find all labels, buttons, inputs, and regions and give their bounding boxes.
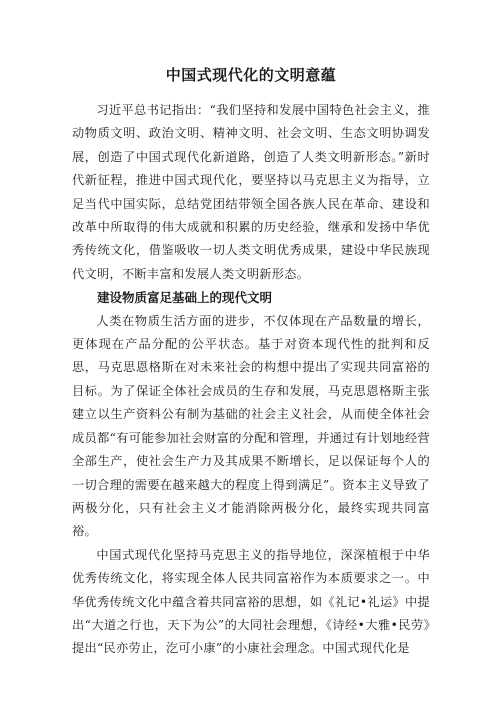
paragraph-chinese-modernization: 中国式现代化坚持马克思主义的指导地位，深深植根于中华优秀传统文化，将实现全体人民共同富裕作为本质要求之一。中华优秀传统文化中蕴含着共同富裕的思想，如《礼记•礼运》中提出“大道之行也，天下为公”的大同社会理想，《诗经•大雅•民劳》提出“民亦劳止，汔可小康”的小康社会理念。中国式现代化是	[72, 547, 430, 656]
section-heading: 建设物质富足基础上的现代文明	[97, 290, 273, 306]
paragraph-intro: 习近平总书记指出：“我们坚持和发展中国特色社会主义，推动物质文明、政治文明、精神文明、社会文明、生态文明协调发展，创造了中国式现代化新道路，创造了人类文明新形态。”新时代新征程，推进中国式现代化，要坚持以马克思主义为指导，立足当代中国实际，总结党团结带领全国各族人民在革命、建设和改革中所取得的伟大成就和积累的历史经验，继承和发扬中华优秀传统文化，借鉴吸收一切人类文明优秀成果，建设中华民族现代文明，不断丰富和发展人类文明新形态。	[72, 103, 430, 281]
document-title: 中国式现代化的文明意蕴	[165, 66, 337, 84]
paragraph-marx-common-prosperity: 人类在物质生活方面的进步，不仅体现在产品数量的增长，更体现在产品分配的公平状态。基于对资本现代性的批判和反思，马克思恩格斯在对未来社会的构想中提出了实现共同富裕的目标。为了保证全体社会成员的生存和发展，马克思恩格斯主张建立以生产资料公有制为基础的社会主义社会，从而使全体社会成员都“有可能参加社会财富的分配和管理，并通过有计划地经营全部生产，使社会生产力及其成果不断增长，足以保证每个人的一切合理的需要在越来越大的程度上得到满足”。资本主义导致了两极分化，只有社会主义才能消除两极分化，最终实现共同富裕。	[72, 313, 430, 539]
